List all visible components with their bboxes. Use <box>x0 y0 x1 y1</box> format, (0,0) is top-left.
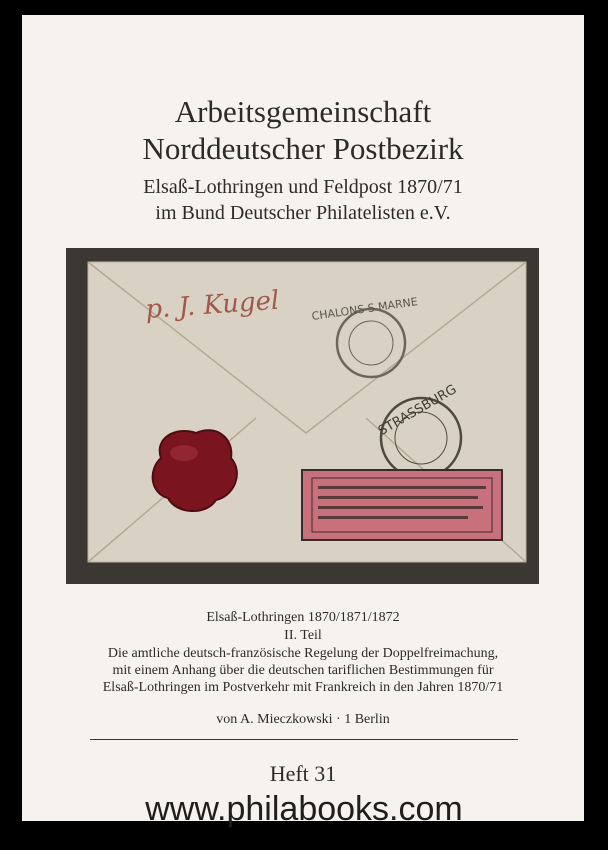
caption-line-2: II. Teil <box>284 628 322 643</box>
book-cover <box>22 15 584 821</box>
notice-label <box>302 470 502 540</box>
subtitle-line-2: im Bund Deutscher Philatelisten e.V. <box>155 202 451 224</box>
title-line-2: Norddeutscher Postbezirk <box>142 131 464 166</box>
caption-line-3: Die amtliche deutsch-französische Regelung der Doppelfreimachung, <box>107 646 499 661</box>
issue-number: Heft 31 <box>269 761 337 786</box>
envelope-illustration <box>66 248 539 584</box>
cover-photo-envelope <box>66 248 539 584</box>
caption-line-5: Elsaß-Lothringen im Postverkehr mit Frankreich in den Jahren 1870/71 <box>102 680 504 695</box>
caption-line-4: mit einem Anhang über die deutschen tariflichen Bestimmungen für <box>112 663 494 678</box>
title-line-1: Arbeitsgemeinschaft <box>174 94 432 129</box>
postmark-chalons-text: CHALONS S MARNE <box>310 295 419 323</box>
handwriting: p. J. Kugel <box>144 285 281 325</box>
subtitle-line-1: Elsaß-Lothringen und Feldpost 1870/71 <box>143 176 463 198</box>
caption-line-1: Elsaß-Lothringen 1870/1871/1872 <box>206 610 400 625</box>
divider-rule <box>90 739 518 740</box>
postmark-strassburg-text: STRASSBURG <box>375 382 460 439</box>
author-line: von A. Mieczkowski · 1 Berlin <box>216 712 390 727</box>
watermark-url: www.philabooks.com <box>145 790 463 828</box>
